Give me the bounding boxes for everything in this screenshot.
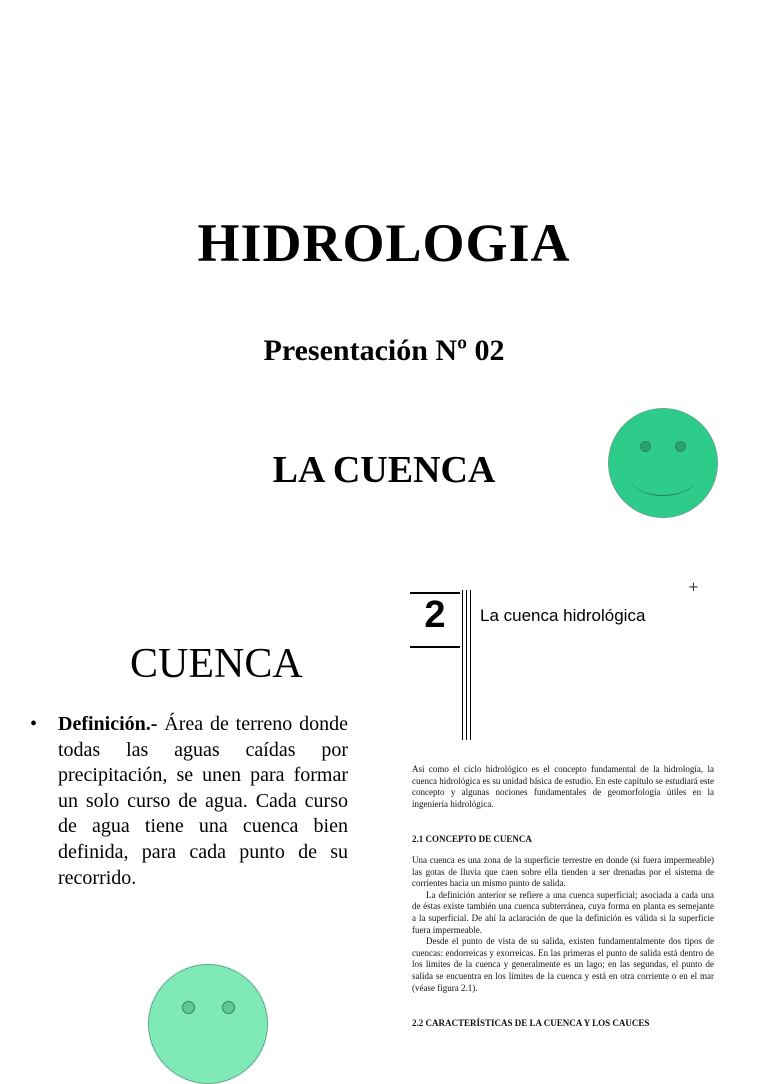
book-paragraph-2: La definición anterior se refiere a una cuenca superficial; asociada a cada una de éstas existe también una cuenca subterránea, cuya forma en planta es semejante a la superficial. De ahí la aclaración de que la definición es válida si la superficie fuera impermeable.	[412, 889, 714, 935]
smiley-mouth	[631, 463, 695, 496]
book-paragraph-1: Una cuenca es una zona de la superficie terrestre en donde (si fuera impermeable) las gotas de lluvia que caen sobre ella tienden a ser drenadas por el sistema de corrientes hacia un mismo punto de salida.	[412, 855, 714, 889]
definition-term: Definición.-	[58, 713, 158, 735]
chapter-rule-2	[466, 590, 467, 740]
book-intro: Así como el ciclo hidrológico es el concepto fundamental de la hidrología, la cuenca hidrológica es su unidad básica de estudio. En este capítulo se estudiará este concepto y algunas nociones fundamentales de geomorfología útiles en la ingeniería hidrológica.	[412, 764, 714, 809]
cuenca-heading: CUENCA	[130, 641, 303, 687]
definition-bullet-item	[30, 712, 348, 891]
book-paragraphs	[412, 855, 714, 994]
title: HIDROLOGIA	[197, 213, 571, 273]
chapter-rule-3	[470, 590, 471, 740]
chapter-title: La cuenca hidrológica	[480, 606, 646, 625]
subtitle: Presentación Nº 02	[263, 334, 505, 367]
chapter-rule-1	[462, 590, 463, 740]
definition-text: Área de terreno donde todas las aguas caídas por precipitación, se unen para formar un solo curso de agua. Cada curso de agua tiene una cuenca bien definida, para cada punto de su recorrido.	[58, 713, 348, 889]
book-page-excerpt	[400, 578, 730, 1028]
smiley-eye-right	[675, 441, 686, 452]
book-section-heading: 2.1 CONCEPTO DE CUENCA	[412, 834, 532, 844]
smiley-eye-left	[640, 441, 651, 452]
smiley-face-icon	[608, 408, 718, 518]
book-paragraph-3: Desde el punto de vista de su salida, existen fundamentalmente dos tipos de cuencas: endorreicas y exorreicas. En las primeras el punto de salida está dentro de los límites de la cuenca y generalmente es un lago; en las segundas, el punto de salida se encuentra en los límites de la cuenca y está en otra corriente o en el mar (véase figura 2.1).	[412, 936, 714, 993]
chapter-number: 2	[424, 594, 446, 636]
smiley-eye-right	[222, 1001, 235, 1014]
book-next-heading: 2.2 CARACTERÍSTICAS DE LA CUENCA Y LOS CAUCES	[412, 1018, 650, 1028]
smiley-face-icon-bottom	[148, 964, 268, 1084]
bullet: •	[30, 713, 38, 735]
cross-mark: +	[688, 580, 699, 595]
smiley-eye-left	[182, 1001, 195, 1014]
section-title: LA CUENCA	[272, 449, 496, 491]
definition-text-block	[58, 712, 348, 891]
